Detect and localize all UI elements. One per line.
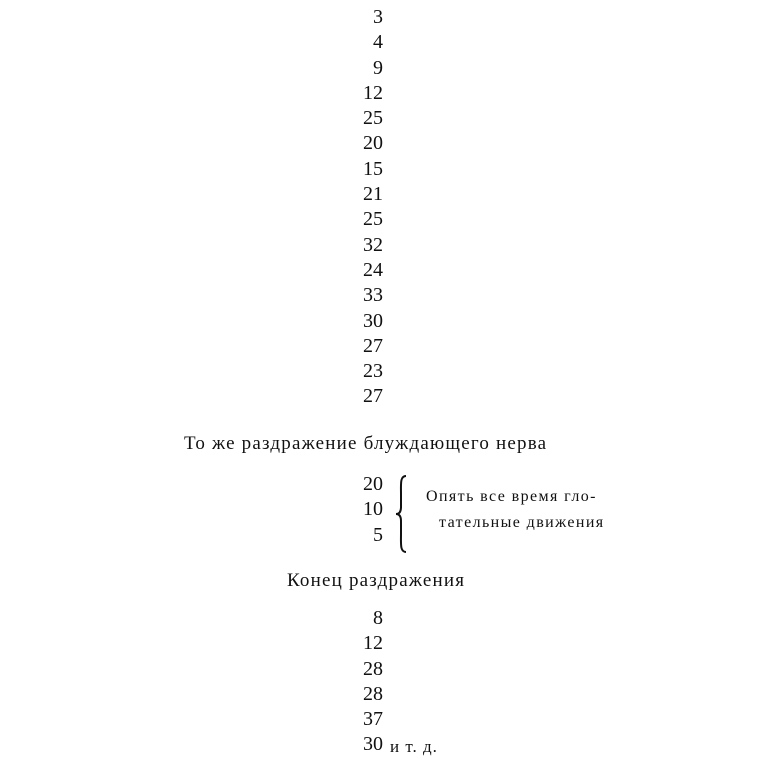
number-cell: 12 — [363, 632, 383, 655]
number-cell: 20 — [363, 132, 383, 155]
number-cell: 21 — [363, 183, 383, 206]
number-cell: 3 — [373, 6, 383, 28]
number-cell: 15 — [363, 157, 383, 180]
number-cell: 20 — [363, 473, 383, 495]
number-cell: 30 — [363, 733, 383, 756]
number-cell: 30 — [363, 309, 383, 332]
number-cell: 33 — [363, 284, 383, 307]
number-cell: 27 — [363, 385, 383, 408]
brace-note-line-1: Опять все время гло- — [426, 488, 597, 505]
number-column-top — [323, 5, 383, 410]
number-cell: 4 — [373, 31, 383, 54]
brace-note-line-2: тательные движения — [439, 514, 605, 531]
heading-vagus-stimulation: То же раздражение блуждающего нерва — [184, 433, 548, 454]
number-cell: 25 — [363, 208, 383, 231]
number-cell: 28 — [363, 657, 383, 680]
number-cell: 10 — [363, 498, 383, 521]
number-cell: 37 — [363, 708, 383, 731]
number-cell: 24 — [363, 258, 383, 281]
etc-suffix: и т. д. — [390, 737, 438, 756]
number-column-bottom — [323, 606, 383, 758]
number-cell: 32 — [363, 233, 383, 256]
number-cell: 5 — [373, 523, 383, 546]
heading-end-of-stimulation: Конец раздражения — [287, 570, 466, 591]
number-cell: 25 — [363, 107, 383, 130]
number-cell: 27 — [363, 334, 383, 357]
number-column-middle — [323, 472, 383, 548]
number-cell: 9 — [373, 56, 383, 79]
number-cell: 12 — [363, 81, 383, 104]
number-cell: 28 — [363, 682, 383, 705]
curly-brace-icon — [394, 474, 410, 554]
number-cell: 8 — [373, 607, 383, 629]
number-cell: 23 — [363, 360, 383, 383]
